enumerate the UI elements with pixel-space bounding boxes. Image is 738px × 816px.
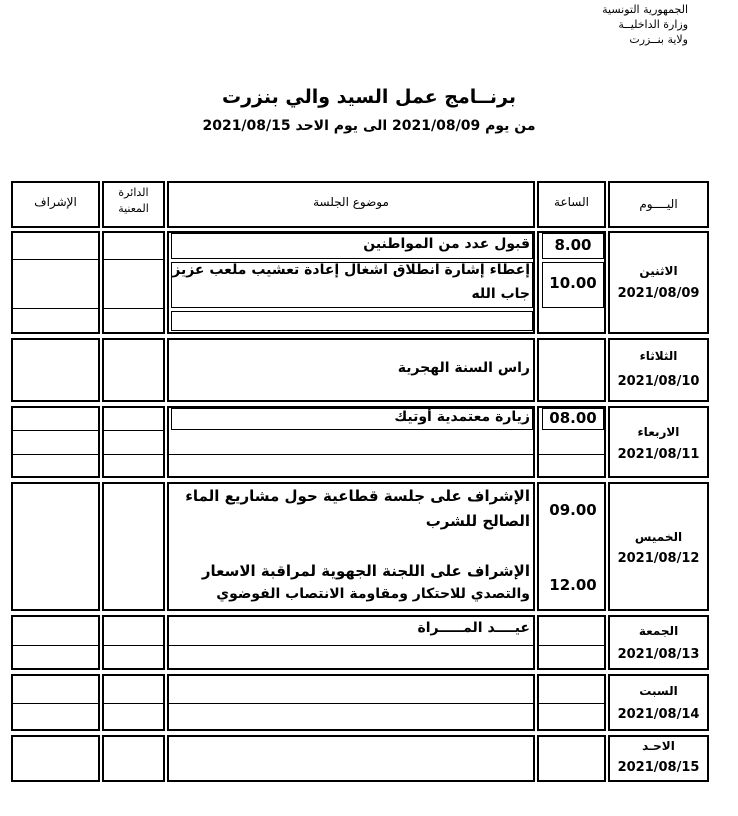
topic-text: الصالح للشرب	[425, 512, 530, 530]
supervision-cell-sunday	[11, 735, 100, 782]
day-name-friday: الجمعة	[638, 624, 679, 638]
topic-text: راس السنة الهجرية	[397, 360, 530, 376]
row-divider	[539, 645, 604, 646]
header-time-label: الساعة	[554, 195, 589, 209]
day-name-monday: الاثنين	[639, 264, 678, 278]
supervision-cell-tuesday	[11, 338, 100, 402]
day-date-friday: 2021/08/13	[617, 647, 700, 662]
row-divider	[13, 308, 98, 309]
time-cell-friday	[537, 615, 606, 670]
supervision-cell-monday	[11, 231, 100, 334]
institution-header	[602, 2, 688, 47]
topic-box	[171, 311, 533, 331]
row-divider	[539, 703, 604, 704]
time-cell-sunday	[537, 735, 606, 782]
topic-text: الإشراف على اللجنة الجهوية لمراقبة الاسعار	[201, 562, 530, 580]
dept-cell-sunday	[102, 735, 165, 782]
topic-text: والتصدي للاحتكار ومقاومة الانتصاب الفوضوي	[216, 586, 530, 602]
day-date-wednesday: 2021/08/11	[617, 447, 700, 462]
header-topic-label: موضوع الجلسة	[313, 195, 389, 209]
day-name-sunday: الاحـد	[642, 739, 675, 753]
day-cell-tuesday	[608, 338, 709, 402]
topic-text: قبول عدد من المواطنين	[363, 236, 530, 252]
dept-cell-wednesday	[102, 406, 165, 478]
topic-cell-sunday	[167, 735, 535, 782]
day-date-monday: 2021/08/09	[617, 286, 700, 301]
day-name-tuesday: الثلاثاء	[639, 349, 678, 363]
header-line-republic: الجمهورية التونسية	[602, 3, 688, 16]
supervision-cell-friday	[11, 615, 100, 670]
header-dept-label-1: الدائرة	[118, 186, 149, 199]
dept-cell-thursday	[102, 482, 165, 611]
day-date-sunday: 2021/08/15	[617, 760, 700, 775]
topic-text: زيارة معتمدية أوتيك	[394, 409, 530, 425]
supervision-cell-wednesday	[11, 406, 100, 478]
document-subtitle: من يوم 2021/08/09 الى يوم الاحد 2021/08/15	[202, 118, 536, 134]
row-divider	[104, 645, 163, 646]
day-cell-monday	[608, 231, 709, 334]
row-divider	[13, 703, 98, 704]
header-day-label: اليــــوم	[639, 197, 678, 211]
header-dept-label-2: المعنية	[118, 202, 149, 215]
row-divider	[104, 430, 163, 431]
row-divider	[13, 645, 98, 646]
day-name-saturday: السبت	[639, 684, 678, 698]
row-divider	[104, 703, 163, 704]
dept-cell-tuesday	[102, 338, 165, 402]
day-date-saturday: 2021/08/14	[617, 707, 700, 722]
row-divider	[13, 454, 98, 455]
time-value: 8.00	[554, 236, 592, 254]
time-value: 10.00	[549, 274, 597, 292]
header-supervision-label: الإشراف	[34, 195, 77, 209]
row-divider	[169, 454, 533, 455]
time-value: 08.00	[549, 409, 597, 427]
header-line-governorate: ولاية بنــزرت	[629, 33, 688, 46]
dept-cell-friday	[102, 615, 165, 670]
row-divider	[104, 308, 163, 309]
time-value: 09.00	[549, 501, 597, 519]
topic-text: إعطاء إشارة انطلاق اشغال إعادة تعشيب ملعب عزيز	[172, 262, 530, 278]
row-divider	[13, 430, 98, 431]
row-divider	[104, 454, 163, 455]
row-divider	[104, 259, 163, 260]
topic-text: عيــــد المـــــراة	[417, 620, 530, 636]
supervision-cell-thursday	[11, 482, 100, 611]
day-name-wednesday: الاربعاء	[637, 425, 680, 439]
dept-cell-monday	[102, 231, 165, 334]
day-date-tuesday: 2021/08/10	[617, 374, 700, 389]
day-date-thursday: 2021/08/12	[617, 551, 700, 566]
row-divider	[13, 259, 98, 260]
day-cell-thursday	[608, 482, 709, 611]
topic-text: جاب الله	[471, 286, 530, 302]
document-title: برنــامج عمل السيد والي بنزرت	[222, 86, 516, 108]
day-cell-saturday	[608, 674, 709, 731]
header-line-ministry: وزارة الداخليــة	[618, 18, 688, 31]
time-value: 12.00	[549, 576, 597, 594]
topic-text: الإشراف على جلسة قطاعية حول مشاريع الماء	[185, 487, 530, 505]
row-divider	[169, 645, 533, 646]
row-divider	[539, 454, 604, 455]
day-name-thursday: الخميس	[634, 530, 683, 544]
day-cell-wednesday	[608, 406, 709, 478]
row-divider	[169, 703, 533, 704]
time-cell-tuesday	[537, 338, 606, 402]
